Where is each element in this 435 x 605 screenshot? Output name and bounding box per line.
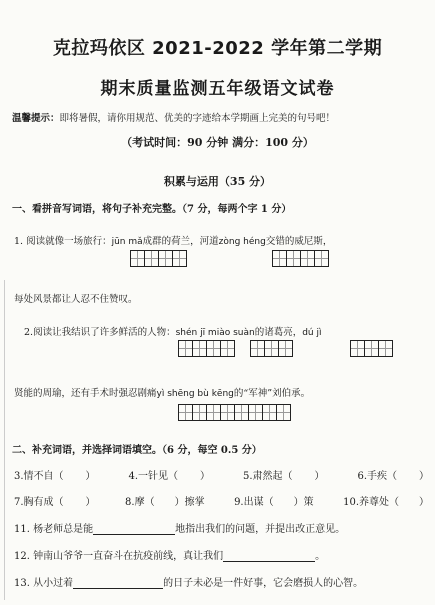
grid-cell [301,251,315,266]
q2-row1 [14,467,429,482]
grid-cell [249,405,263,420]
grid-cell [179,341,193,356]
exam-title-line1: 克拉玛依区 2021-2022 学年第二学期 [52,38,383,59]
warm-tip [12,110,335,124]
exam-info: （考试时间：90 分钟 满分：100 分） [121,136,314,149]
q1-item1-mid: 成群的荷兰，河道 [142,236,219,247]
q2-item-3: 3.情不自（ ） [14,471,96,482]
section-title: 积累与运用（35 分） [163,175,272,188]
q1-item2-cont1: 贤能的周瑜，还有手术时强忍剧痛 [14,388,157,399]
grid-cell [263,405,277,420]
q2-item-8: 8.摩（ ）擦掌 [125,497,205,508]
grid-cell [279,341,292,356]
grid-cell [351,341,365,356]
grid-cell [179,405,193,420]
grid-cell [145,251,159,266]
grid-cell [277,405,290,420]
answer-grid-3b[interactable] [250,340,293,357]
q2-item-9: 9.出谋（ ）策 [234,497,314,508]
q2-item-10: 10.养尊处（ ） [343,497,429,508]
answer-grid-2[interactable] [272,250,329,267]
grid-cell [193,405,207,420]
q1-item2-cont2: 的“军神”刘伯承。 [233,388,311,399]
q2-blank-12[interactable] [223,551,315,562]
grid-cell [221,341,234,356]
q1-item1-pinyin1: jūn mǎ [111,237,143,247]
q1-item2-line [24,324,322,338]
page-edge-line [4,280,5,600]
q2-item-11: 11. 杨老师总是能 地指出我们的问题，并提出改正意见。 [14,524,346,535]
q1-item2-pinyin1: shén jī miào suàn [175,328,255,338]
exam-title-line2: 期末质量监测五年级语文试卷 [100,79,335,99]
grid-cell [159,251,173,266]
answer-grid-1[interactable] [130,250,187,267]
q1-item1-continuation: 每处风景都让人忍不住赞叹。 [14,294,138,305]
answer-grid-4[interactable] [350,340,393,357]
grid-cell [207,405,221,420]
grid-cell [365,341,379,356]
answer-grid-3[interactable] [178,340,235,357]
grid-cell [315,251,328,266]
q2-blank-13[interactable] [73,578,163,589]
q1-heading: 一、看拼音写词语，将句子补充完整。（7 分，每两个字 1 分） [12,204,292,215]
q1-item1-suffix: 交错的威尼斯， [265,236,333,247]
q2-item-6: 6.手疾（ ） [357,471,429,482]
grid-cell [173,251,186,266]
grid-cell [235,405,249,420]
q2-item-5: 5.肃然起（ ） [242,471,325,482]
grid-cell [379,341,392,356]
grid-cell [193,341,207,356]
grid-cell [131,251,145,266]
q1-item1-line [14,233,332,247]
q1-item2-pinyin3: yì shēng bù kēng [156,389,234,399]
grid-cell [221,405,235,420]
grid-cell [273,251,287,266]
q1-item2-prefix: 2.阅读让我结识了许多鲜活的人物： [24,327,176,338]
q2-row2 [14,493,429,508]
q2-item-4: 4.一针见（ ） [128,471,211,482]
warm-tip-label: 温馨提示： [12,113,60,124]
q1-item2-pinyin2: dú jì [302,328,322,338]
q1-item2-continuation [14,385,310,399]
q1-item2-mid: 的诸葛亮， [254,327,303,338]
answer-grid-5[interactable] [178,404,291,421]
grid-cell [251,341,265,356]
q2-item-13: 13. 从小过着 的日子未必是一件好事，它会磨损人的心智。 [14,578,364,589]
q2-item-7: 7.胸有成（ ） [14,497,96,508]
q2-heading: 二、补充词语，并选择词语填空。（6 分，每空 0.5 分） [12,445,262,456]
grid-cell [287,251,301,266]
grid-cell [207,341,221,356]
q2-blank-11[interactable] [93,524,175,535]
q1-item1-prefix: 1. 阅读就像一场旅行： [14,236,112,247]
q2-item-12: 12. 钟南山爷爷一直奋斗在抗疫前线，真让我们 。 [14,551,326,562]
grid-cell [265,341,279,356]
q1-item1-pinyin2: zòng héng [218,237,266,247]
warm-tip-text: 即将暑假，请你用规范、优美的字迹给本学期画上完美的句号吧！ [59,113,336,124]
